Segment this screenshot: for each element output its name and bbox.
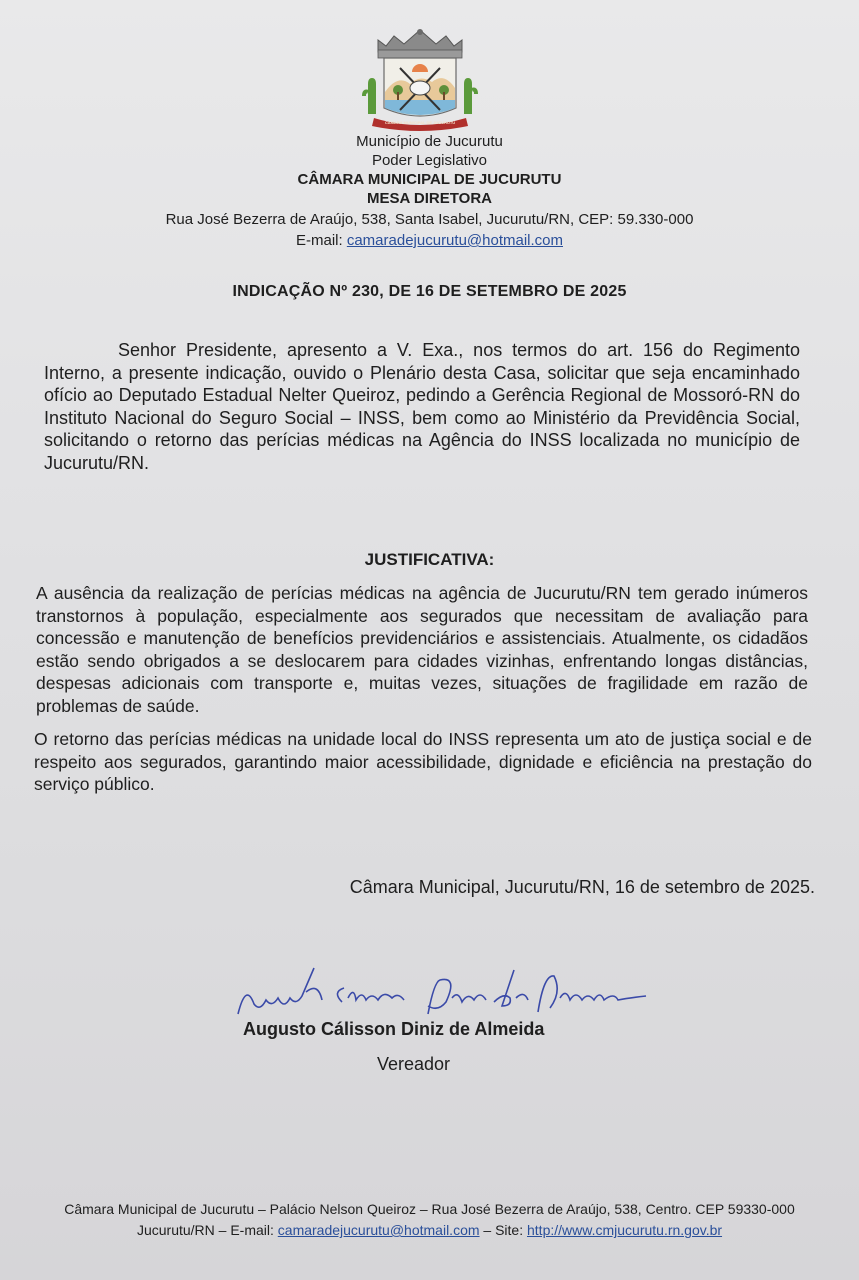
justification-paragraph-2: O retorno das perícias médicas na unidade local do INSS representa um ato de justiça social e de respeito aos segurados, garantindo maior acessibilidade, dignidade e eficiência na prestação do serviço público.	[34, 729, 812, 794]
footer-site-link[interactable]: http://www.cmjucurutu.rn.gov.br	[527, 1222, 723, 1238]
legislative-branch-line: Poder Legislativo	[371, 152, 488, 169]
footer-email-link[interactable]: camaradejucurutu@hotmail.com	[277, 1222, 480, 1238]
header-address: Rua José Bezerra de Araújo, 538, Santa Isabel, Jucurutu/RN, CEP: 59.330-000	[165, 211, 694, 228]
signatory-name: Augusto Cálisson Diniz de Almeida	[243, 1019, 545, 1039]
header-email-label: E-mail:	[296, 232, 347, 249]
place-date: Câmara Municipal, Jucurutu/RN, 16 de setembro de 2025.	[349, 877, 815, 897]
crest-ribbon-text: CÂMARA MUNICIPAL DE JUCURUTU	[384, 120, 456, 125]
header-email-link[interactable]: camaradejucurutu@hotmail.com	[346, 232, 563, 249]
signatory-role: Vereador	[377, 1054, 451, 1074]
justification-heading: JUSTIFICATIVA:	[364, 550, 495, 569]
intro-paragraph-text: Senhor Presidente, apresento a V. Exa., nos termos do art. 156 do Regimento Interno, a presente indicação, ouvido o Plenário desta Casa, solicitar que seja encaminhado ofício ao Deputado Estadual Nelter Queiroz, pedindo a Gerência Regional de Mossoró-RN do Instituto Nacional do Seguro Social – INSS, bem como ao Ministério da Previdência Social, solicitando o retorno das perícias médicas na Agência do INSS localizada no município de Jucurutu/RN.	[44, 340, 800, 473]
coat-of-arms	[360, 22, 480, 134]
board-name: MESA DIRETORA	[366, 190, 492, 207]
handwritten-signature	[232, 962, 652, 1022]
footer-line-1: Câmara Municipal de Jucurutu – Palácio Nelson Queiroz – Rua José Bezerra de Araújo, 538, Centro. CEP 59330-000	[64, 1201, 795, 1217]
footer-site-label: – Site:	[479, 1222, 527, 1238]
document-title: INDICAÇÃO Nº 230, DE 16 DE SETEMBRO DE 2025	[232, 283, 627, 300]
chamber-name: CÂMARA MUNICIPAL DE JUCURUTU	[297, 171, 562, 188]
footer-line-2	[0, 1220, 859, 1240]
footer-city-email-label: Jucurutu/RN – E-mail:	[136, 1222, 278, 1238]
justification-paragraph-1: A ausência da realização de perícias médicas na agência de Jucurutu/RN tem gerado inúmeros transtornos à população, especialmente aos segurados que necessitam de avaliação para concessão e manutenção de benefícios previdenciários e assistenciais. Atualmente, os cidadãos estão sendo obrigados a se deslocarem para cidades vizinhas, enfrentando longas distâncias, despesas adicionais com transporte e, muitas vezes, situações de fragilidade em razão de problemas de saúde.	[36, 583, 808, 716]
header-email-line	[0, 231, 859, 250]
municipality-line: Município de Jucurutu	[356, 133, 503, 150]
intro-paragraph	[44, 339, 800, 474]
